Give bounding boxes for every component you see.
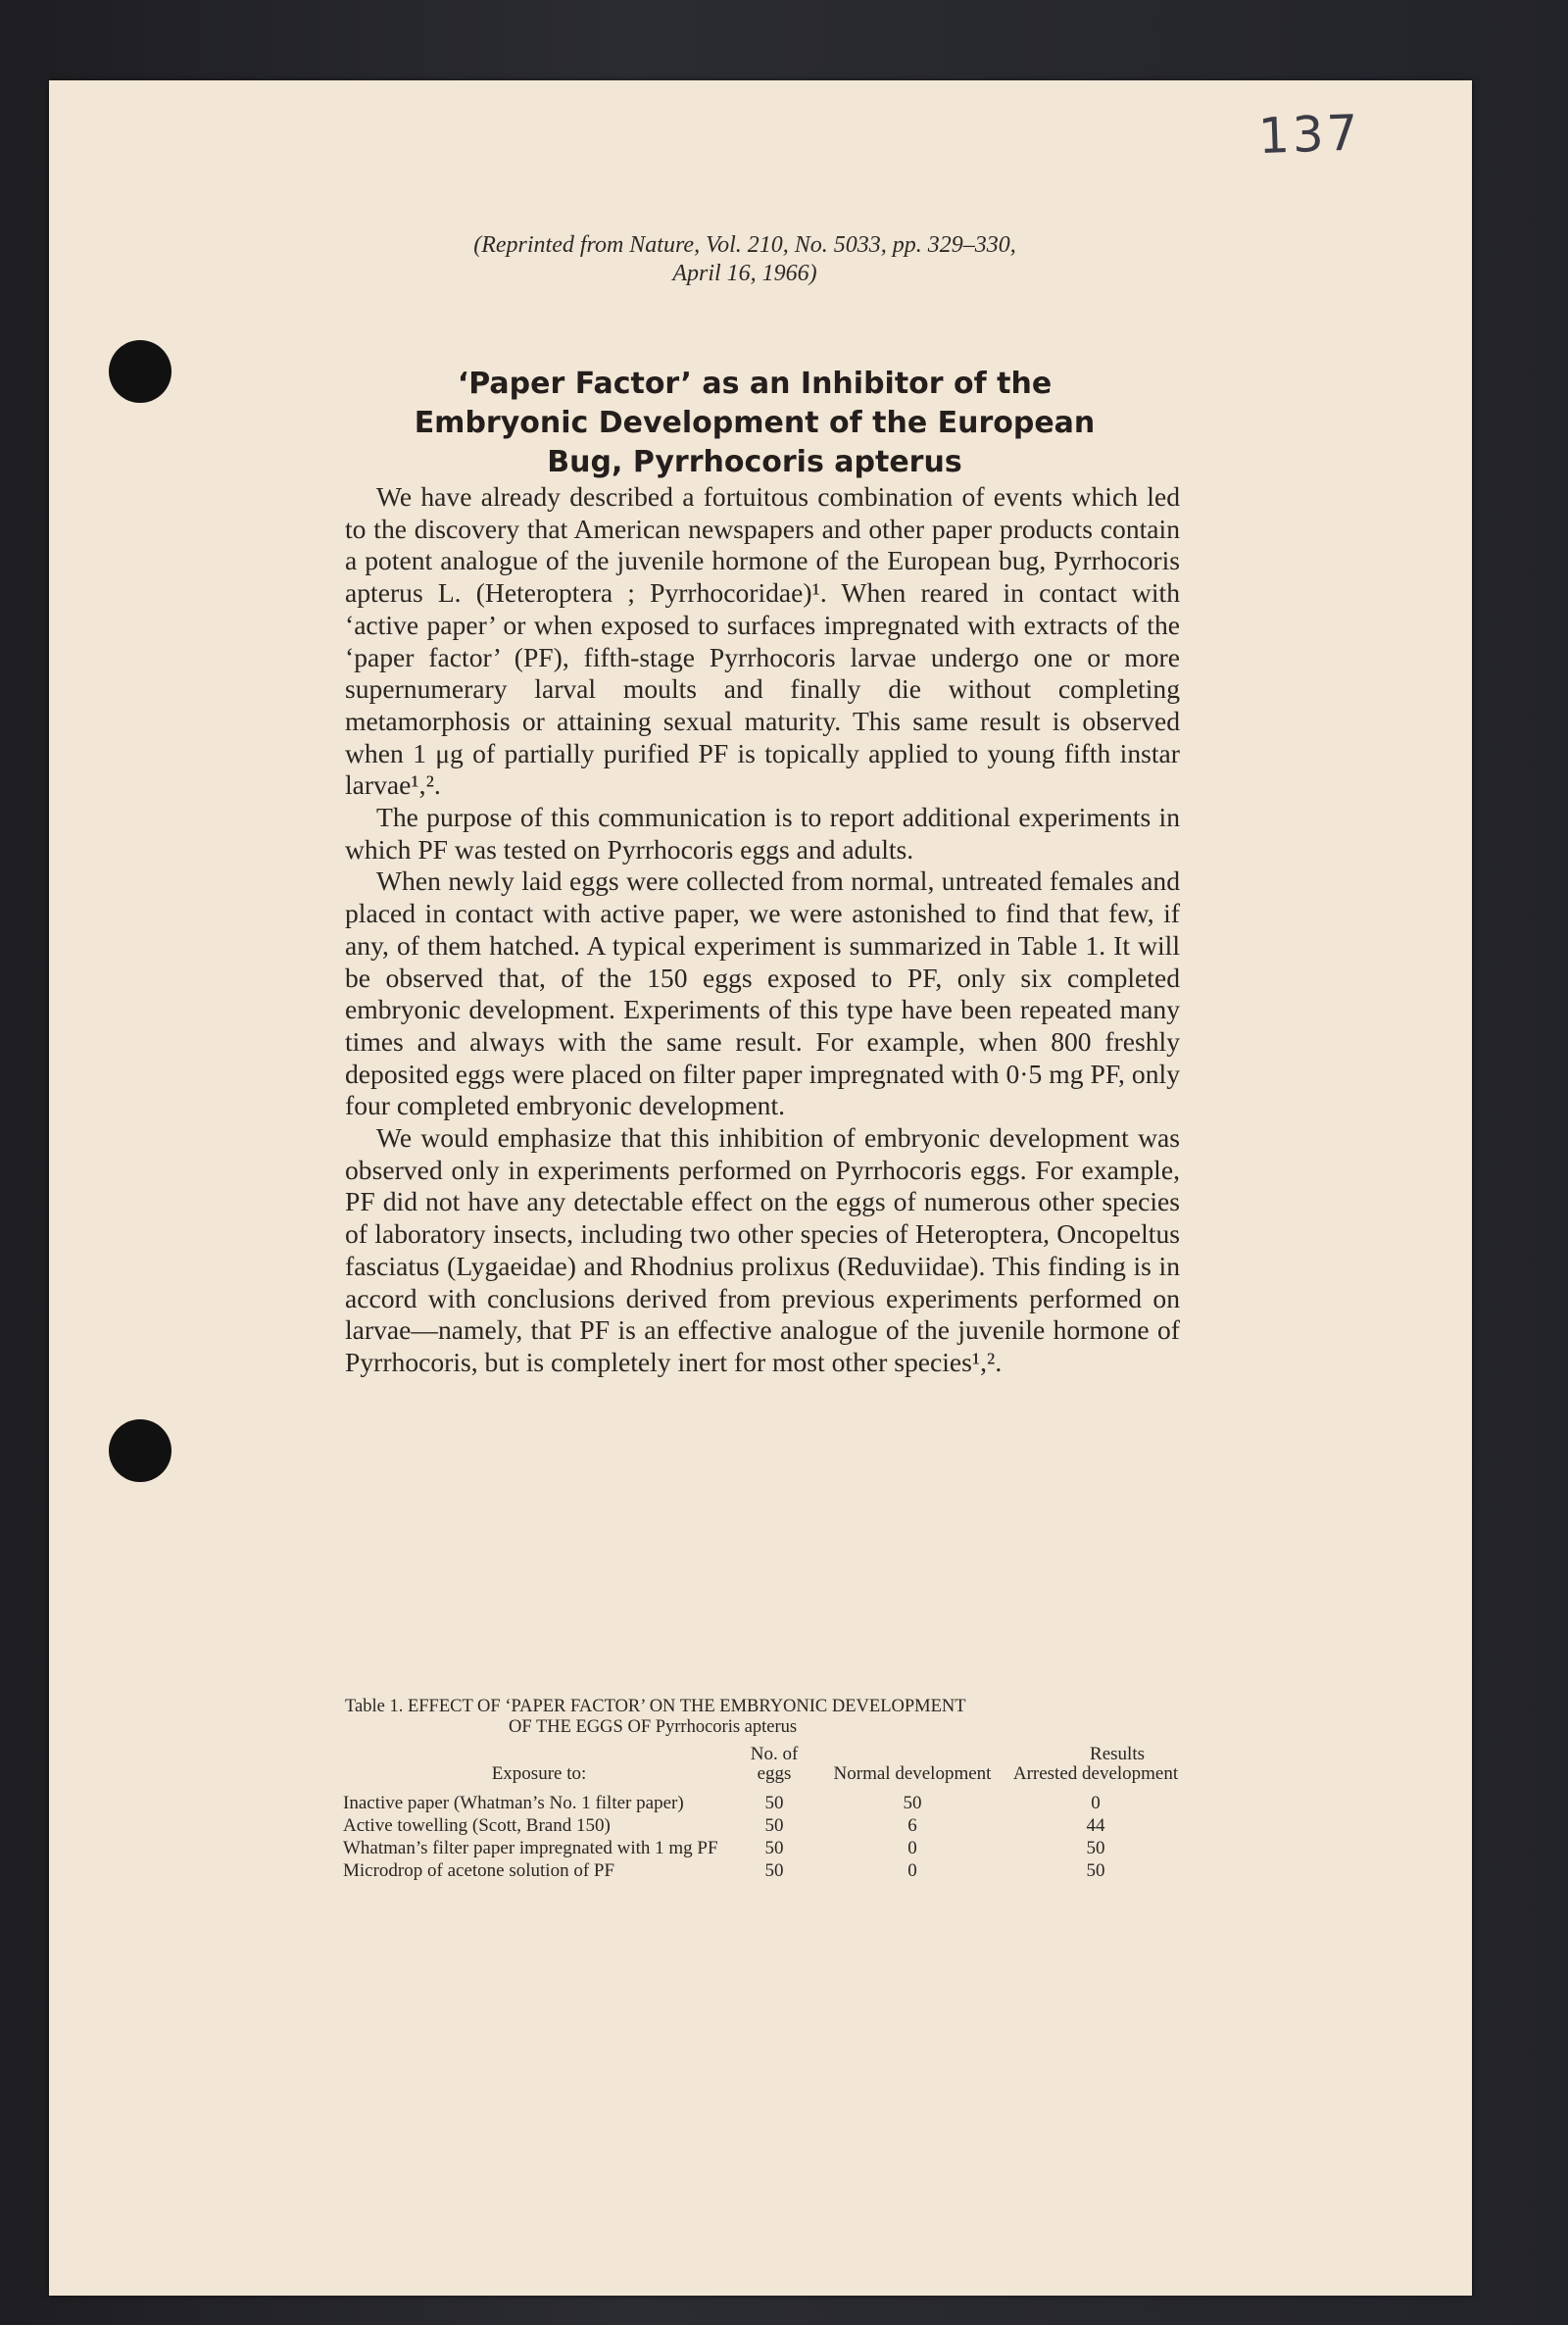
reprint-line-1: (Reprinted from Nature, Vol. 210, No. 5033, pp. 329–330, [473, 232, 1016, 258]
reprint-note [333, 231, 1156, 288]
punch-hole-top [109, 340, 172, 403]
results-table [343, 1745, 1180, 1881]
header-arrested: Arrested development [1012, 1763, 1179, 1784]
table-row [343, 1813, 1180, 1836]
handwritten-page-number: 137 [1257, 104, 1362, 166]
table-caption [345, 1697, 1180, 1738]
title-line-2: Embryonic Development of the European [414, 406, 1096, 440]
paragraph-4: We would emphasize that this inhibition of embryonic development was observed only in experiments performed on Pyrrhocoris eggs. For example, PF did not have any detectable effect on the eggs of numerous other species of laboratory insects, including two other species of Heteroptera, Oncopeltus fasciatus (Lygaeidae) and Rhodnius prolixus (Reduviidae). This finding is in accord with conclusions derived from previous experiments performed on larvae—namely, that PF is an effective analogue of the juvenile hormone of Pyrrhocoris, but is completely inert for most other species¹,². [345, 1122, 1180, 1377]
punch-hole-bottom [109, 1419, 172, 1482]
article-body [345, 481, 1180, 1379]
cell-eggs: 50 [764, 1860, 784, 1881]
article-title [323, 365, 1186, 482]
cell-arrested: 50 [1086, 1860, 1105, 1881]
cell-normal: 0 [907, 1838, 917, 1858]
cell-normal: 6 [907, 1815, 917, 1836]
cell-arrested: 44 [1086, 1815, 1105, 1836]
header-exposure: Exposure to: [491, 1763, 587, 1784]
cell-exposure: Inactive paper (Whatman’s No. 1 filter paper) [343, 1793, 684, 1813]
cell-normal: 50 [903, 1793, 922, 1813]
cell-eggs: 50 [764, 1838, 784, 1858]
paragraph-1: We have already described a fortuitous combination of events which led to the discovery that American newspapers and other paper products contain a potent analogue of the juvenile hormone of the European bug, Pyrrhocoris apterus L. (Heteroptera ; Pyrrhocoridae)¹. When reared in contact with ‘active paper’ or when exposed to surfaces impregnated with extracts of the ‘paper factor’ (PF), fifth-stage Pyrrhocoris larvae undergo one or more supernumerary larval moults and finally die without completing metamorphosis or attaining sexual maturity. This same result is observed when 1 μg of partially purified PF is topically applied to young fifth instar larvae¹,². [345, 481, 1180, 801]
reprint-line-2: April 16, 1966) [672, 261, 817, 286]
cell-eggs: 50 [764, 1793, 784, 1813]
title-line-3: Bug, Pyrrhocoris apterus [547, 445, 962, 479]
table-row [343, 1788, 1180, 1813]
cell-exposure: Whatman’s filter paper impregnated with 1 mg PF [343, 1838, 718, 1858]
cell-eggs: 50 [764, 1815, 784, 1836]
table-row [343, 1836, 1180, 1858]
table-caption-line-1: Table 1. EFFECT OF ‘PAPER FACTOR’ ON THE EMBRYONIC DEVELOPMENT [345, 1697, 966, 1716]
title-line-1: ‘Paper Factor’ as an Inhibitor of the [457, 367, 1053, 401]
cell-arrested: 50 [1086, 1838, 1105, 1858]
paragraph-2: The purpose of this communication is to report additional experiments in which PF was tested on Pyrrhocoris eggs and adults. [345, 802, 1180, 865]
header-normal: Normal development [833, 1763, 992, 1784]
cell-exposure: Active towelling (Scott, Brand 150) [343, 1815, 611, 1836]
cell-normal: 0 [907, 1860, 917, 1881]
header-results: Results [1090, 1744, 1145, 1764]
table-caption-line-2: OF THE EGGS OF Pyrrhocoris apterus [509, 1717, 798, 1737]
paragraph-3: When newly laid eggs were collected from normal, untreated females and placed in contact with active paper, we were astonished to find that few, if any, of them hatched. A typical experiment is summarized in Table 1. It will be observed that, of the 150 eggs exposed to PF, only six completed embryonic development. Experiments of this type have been repeated many times and always with the same result. For example, when 800 freshly deposited eggs were placed on filter paper impregnated with 0·5 mg PF, only four completed embryonic development. [345, 866, 1180, 1121]
header-eggs: No. of eggs [750, 1744, 799, 1784]
table-row [343, 1858, 1180, 1881]
cell-exposure: Microdrop of acetone solution of PF [343, 1860, 615, 1881]
cell-arrested: 0 [1091, 1793, 1101, 1813]
